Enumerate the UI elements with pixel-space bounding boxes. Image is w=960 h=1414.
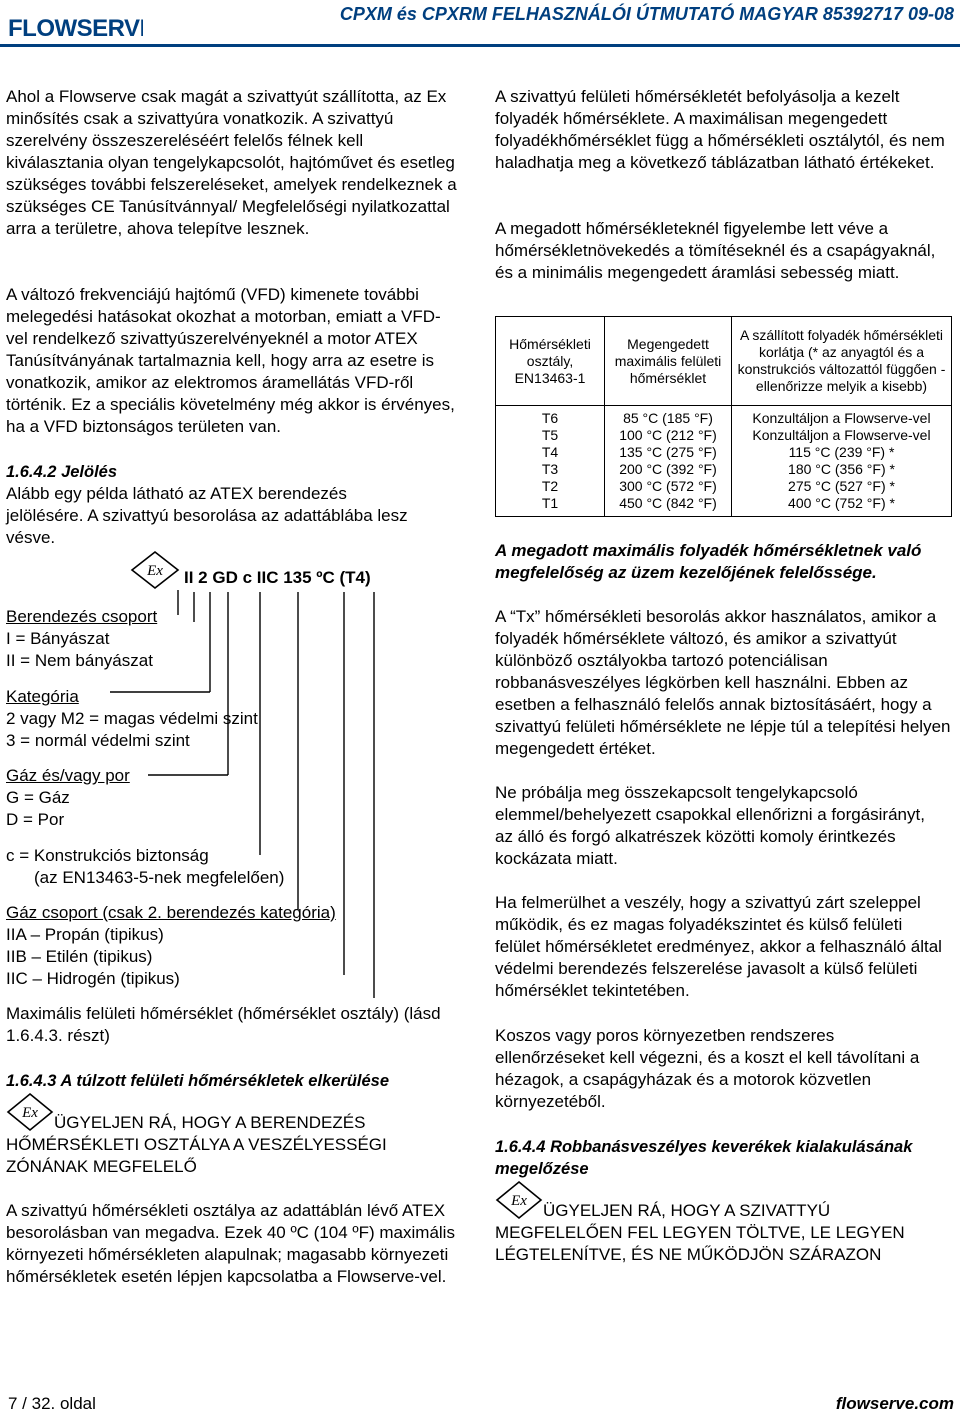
gas-group [6, 902, 386, 990]
atex-marking-code: II 2 GD c IIC 135 ºC (T4) [184, 568, 371, 587]
max-surface-temp: Maximális felületi hőmérséklet (hőmérséklet osztály) (lásd 1.6.4.3. részt) [6, 1004, 441, 1045]
table-header-surface: Megengedett maximális felületi hőmérséklet [605, 317, 732, 406]
category-line-2: 3 = normál védelmi szint [6, 731, 190, 750]
gas-dust [6, 765, 306, 831]
gas-group-title: Gáz csoport (csak 2. berendezés kategória) [6, 903, 336, 922]
rotation-paragraph: Ne próbálja meg összekapcsolt tengelykapcsoló elemmel/behelyezett csapokkal ellenőrizni a forgásirányt, az álló és forgó alkatrészek közötti komoly érintkezés kockázata miatt. [495, 783, 925, 868]
ex-symbol-text: Ex [147, 563, 163, 579]
construction-line-2: (az EN13463-5-nek megfelelően) [34, 868, 285, 887]
marking-heading-number: 1.6.4.2 [6, 463, 57, 481]
logo-wordmark: FLOWSERVE [8, 15, 143, 42]
table-cell: 450 °C (842 °F) [619, 495, 717, 511]
temp-rise-paragraph: A megadott hőmérsékleteknél figyelembe lett véve a hőmérsékletnövekedés a tömítéseknél és a csapágyaknál, és a minimális megengedett áramlási sebesség miatt. [495, 219, 936, 282]
marking-intro: Alább egy példa látható az ATEX berendezés jelölésére. A szivattyú besorolása az adattáblába lesz vésve. [6, 484, 408, 547]
closed-valve-paragraph: Ha felmerülhet a veszély, hogy a szivattyú zárt szeleppel működik, és ez magas folyadékszintet és külső felületi felület hőmérsékletet eredményez, akkor a felhasználó által védelmi berendezés felszerelése javasolt a külső felületi hőmérséklet tekintetében. [495, 893, 942, 1000]
construction-line-1: c = Konstrukciós biztonság [6, 846, 209, 865]
gas-group-line-2: IIB – Etilén (tipikus) [6, 947, 153, 966]
page-number: 7 / 32. oldal [8, 1394, 96, 1413]
table-cell: T3 [541, 461, 559, 477]
gas-group-line-3: IIC – Hidrogén (tipikus) [6, 969, 180, 988]
marking-heading [6, 461, 117, 483]
explosive-mixture-heading [495, 1136, 935, 1180]
table-cell: Konzultáljon a Flowserve-vel [752, 410, 931, 426]
temperature-class-table [495, 316, 952, 517]
construction-safety [6, 845, 336, 889]
warning-dry-run: ÜGYELJEN RÁ, HOGY A SZIVATTYÚ MEGFELELŐEN FEL LEGYEN TÖLTVE, LE LEGYEN LÉGTELENÍTVE, ÉS NE MŰKÖDJÖN SZÁRAZON [495, 1201, 905, 1264]
temp-class-paragraph: A szivattyú hőmérsékleti osztálya az adattáblán lévő ATEX besorolásban van megadva. Ezek 40 ºC (104 ºF) maximális környezeti hőmérsékleten alapulnak; magasabb környezeti hőmérsékletek esetén lépjen kapcsolatba a Flowserve-vel. [6, 1201, 455, 1286]
table-cell: Konzultáljon a Flowserve-vel [752, 427, 931, 443]
table-cell: T6 [541, 410, 559, 426]
surface-temp-heading-number: 1.6.4.3 [6, 1072, 57, 1090]
table-body-row [496, 406, 952, 517]
equipment-group-line-1: I = Bányászat [6, 629, 110, 648]
flowserve-logo [8, 6, 143, 46]
gas-group-line-1: IIA – Propán (tipikus) [6, 925, 164, 944]
table-cell: 85 °C (185 °F) [623, 410, 713, 426]
ex-warning-text-2: Ex [511, 1193, 527, 1209]
category-title: Kategória [6, 687, 79, 706]
document-title: CPXM és CPXRM FELHASZNÁLÓI ÚTMUTATÓ MAGYAR 85392717 09-08 [339, 4, 954, 24]
tx-paragraph: A “Tx” hőmérsékleti besorolás akkor használatos, amikor a folyadék hőmérséklete változó, és amikor a szivattyút különböző osztályokba tartozó potenciálisan robbanásveszélyes légkörben kell használni. Ebben az esetben a felhasználó felelős annak biztosításáért, hogy a szivattyú felületi hőmérséklete ne lépje túl a telepítési helyen megengedett értéket. [495, 607, 951, 758]
equipment-group-line-2: II = Nem bányászat [6, 651, 153, 670]
table-cell: 275 °C (527 °F) * [788, 478, 895, 494]
marking-heading-text: Jelölés [61, 463, 118, 481]
table-cell: 180 °C (356 °F) * [788, 461, 895, 477]
table-col-surface [605, 406, 732, 517]
table-cell: T1 [541, 495, 559, 511]
footer-site-link[interactable]: flowserve.com [835, 1394, 954, 1413]
category-line-1: 2 vagy M2 = magas védelmi szint [6, 709, 258, 728]
explosive-heading-text: Robbanásveszélyes keverékek kialakulásának megelőzése [495, 1138, 913, 1178]
gas-dust-title: Gáz és/vagy por [6, 766, 130, 785]
equipment-group [6, 606, 306, 672]
responsibility-note: A megadott maximális folyadék hőmérsékletnek való megfelelőség az üzem kezelőjének felelőssége. [495, 541, 922, 582]
vfd-paragraph-b: Ez a speciális követelmény még akkor is érvényes, ha a VFD biztonságos területen van. [6, 395, 455, 436]
table-cell: T4 [541, 444, 559, 460]
table-col-classes [496, 406, 605, 517]
dust-paragraph: Koszos vagy poros környezetben rendszeres ellenőrzéseket kell végezni, és a koszt el kell távolítani a hézagok, a csapágyházak és a motorok közvetlen környezetéből. [495, 1026, 920, 1111]
surface-temp-heading-text: A túlzott felületi hőmérsékletek elkerülése [60, 1072, 390, 1090]
gas-dust-line-2: D = Por [6, 810, 65, 829]
table-cell: 100 °C (212 °F) [619, 427, 717, 443]
table-cell: 200 °C (392 °F) [619, 461, 717, 477]
table-cell: 135 °C (275 °F) [619, 444, 717, 460]
header-divider [0, 44, 960, 47]
table-header-class: Hőmérsékleti osztály, EN13463-1 [496, 317, 605, 406]
table-header-row [496, 317, 952, 406]
table-header-liquid: A szállított folyadék hőmérsékleti korlátja (* az anyagtól és a konstrukciós változattól függően - ellenőrizze melyik a kisebb) [732, 317, 952, 406]
table-cell: 300 °C (572 °F) [619, 478, 717, 494]
intro-paragraph: Ahol a Flowserve csak magát a szivattyút szállította, az Ex minősítés csak a szivattyúra vonatkozik. A szivattyú szerelvény összeszereléséért felelős félnek kell kiválasztania olyan tengelykapcsolót, hajtóművet és esetleg szükséges további felszereléseket, amelyek rendelkeznek a szükséges CE Tanúsítvánnyal/ Megfelelőségi nyilatkozattal arra a területre, ahova telepítve lesznek. [6, 87, 457, 238]
explosive-heading-number: 1.6.4.4 [495, 1138, 546, 1156]
category [6, 686, 326, 752]
table-col-liquid [732, 406, 952, 517]
table-cell: T2 [541, 478, 559, 494]
surface-temp-paragraph: A szivattyú felületi hőmérsékletét befolyásolja a kezelt folyadék hőmérséklete. A maximálisan megengedett folyadékhőmérséklet függ a hőmérsékleti osztálytól, és nem haladhatja meg a következő táblázatban látható értékeket. [495, 87, 945, 172]
gas-dust-line-1: G = Gáz [6, 788, 70, 807]
vfd-paragraph-a: A változó frekvenciájú hajtómű (VFD) kimenete további melegedési hatásokat okozhat a motorban, emiatt a VFD-vel rendelkező szivattyúszerelvényeknél a motor ATEX Tanúsítványának tartalmaznia kell, hogy arra az esetre is vonatkozik, amikor az elektromos áramellátás VFD-ről történik. [6, 285, 441, 414]
table-cell: T5 [541, 427, 559, 443]
table-cell: 400 °C (752 °F) * [788, 495, 895, 511]
surface-temp-heading [6, 1070, 466, 1092]
ex-warning-text: Ex [22, 1105, 38, 1121]
vfd-paragraph [6, 284, 458, 438]
warning-temp-class: ÜGYELJEN RÁ, HOGY A BERENDEZÉS HŐMÉRSÉKLETI OSZTÁLYA A VESZÉLYESSÉGI ZÓNÁNAK MEGFELELŐ [6, 1113, 387, 1176]
equipment-group-title: Berendezés csoport [6, 607, 158, 626]
table-cell: 115 °C (239 °F) * [788, 444, 895, 460]
